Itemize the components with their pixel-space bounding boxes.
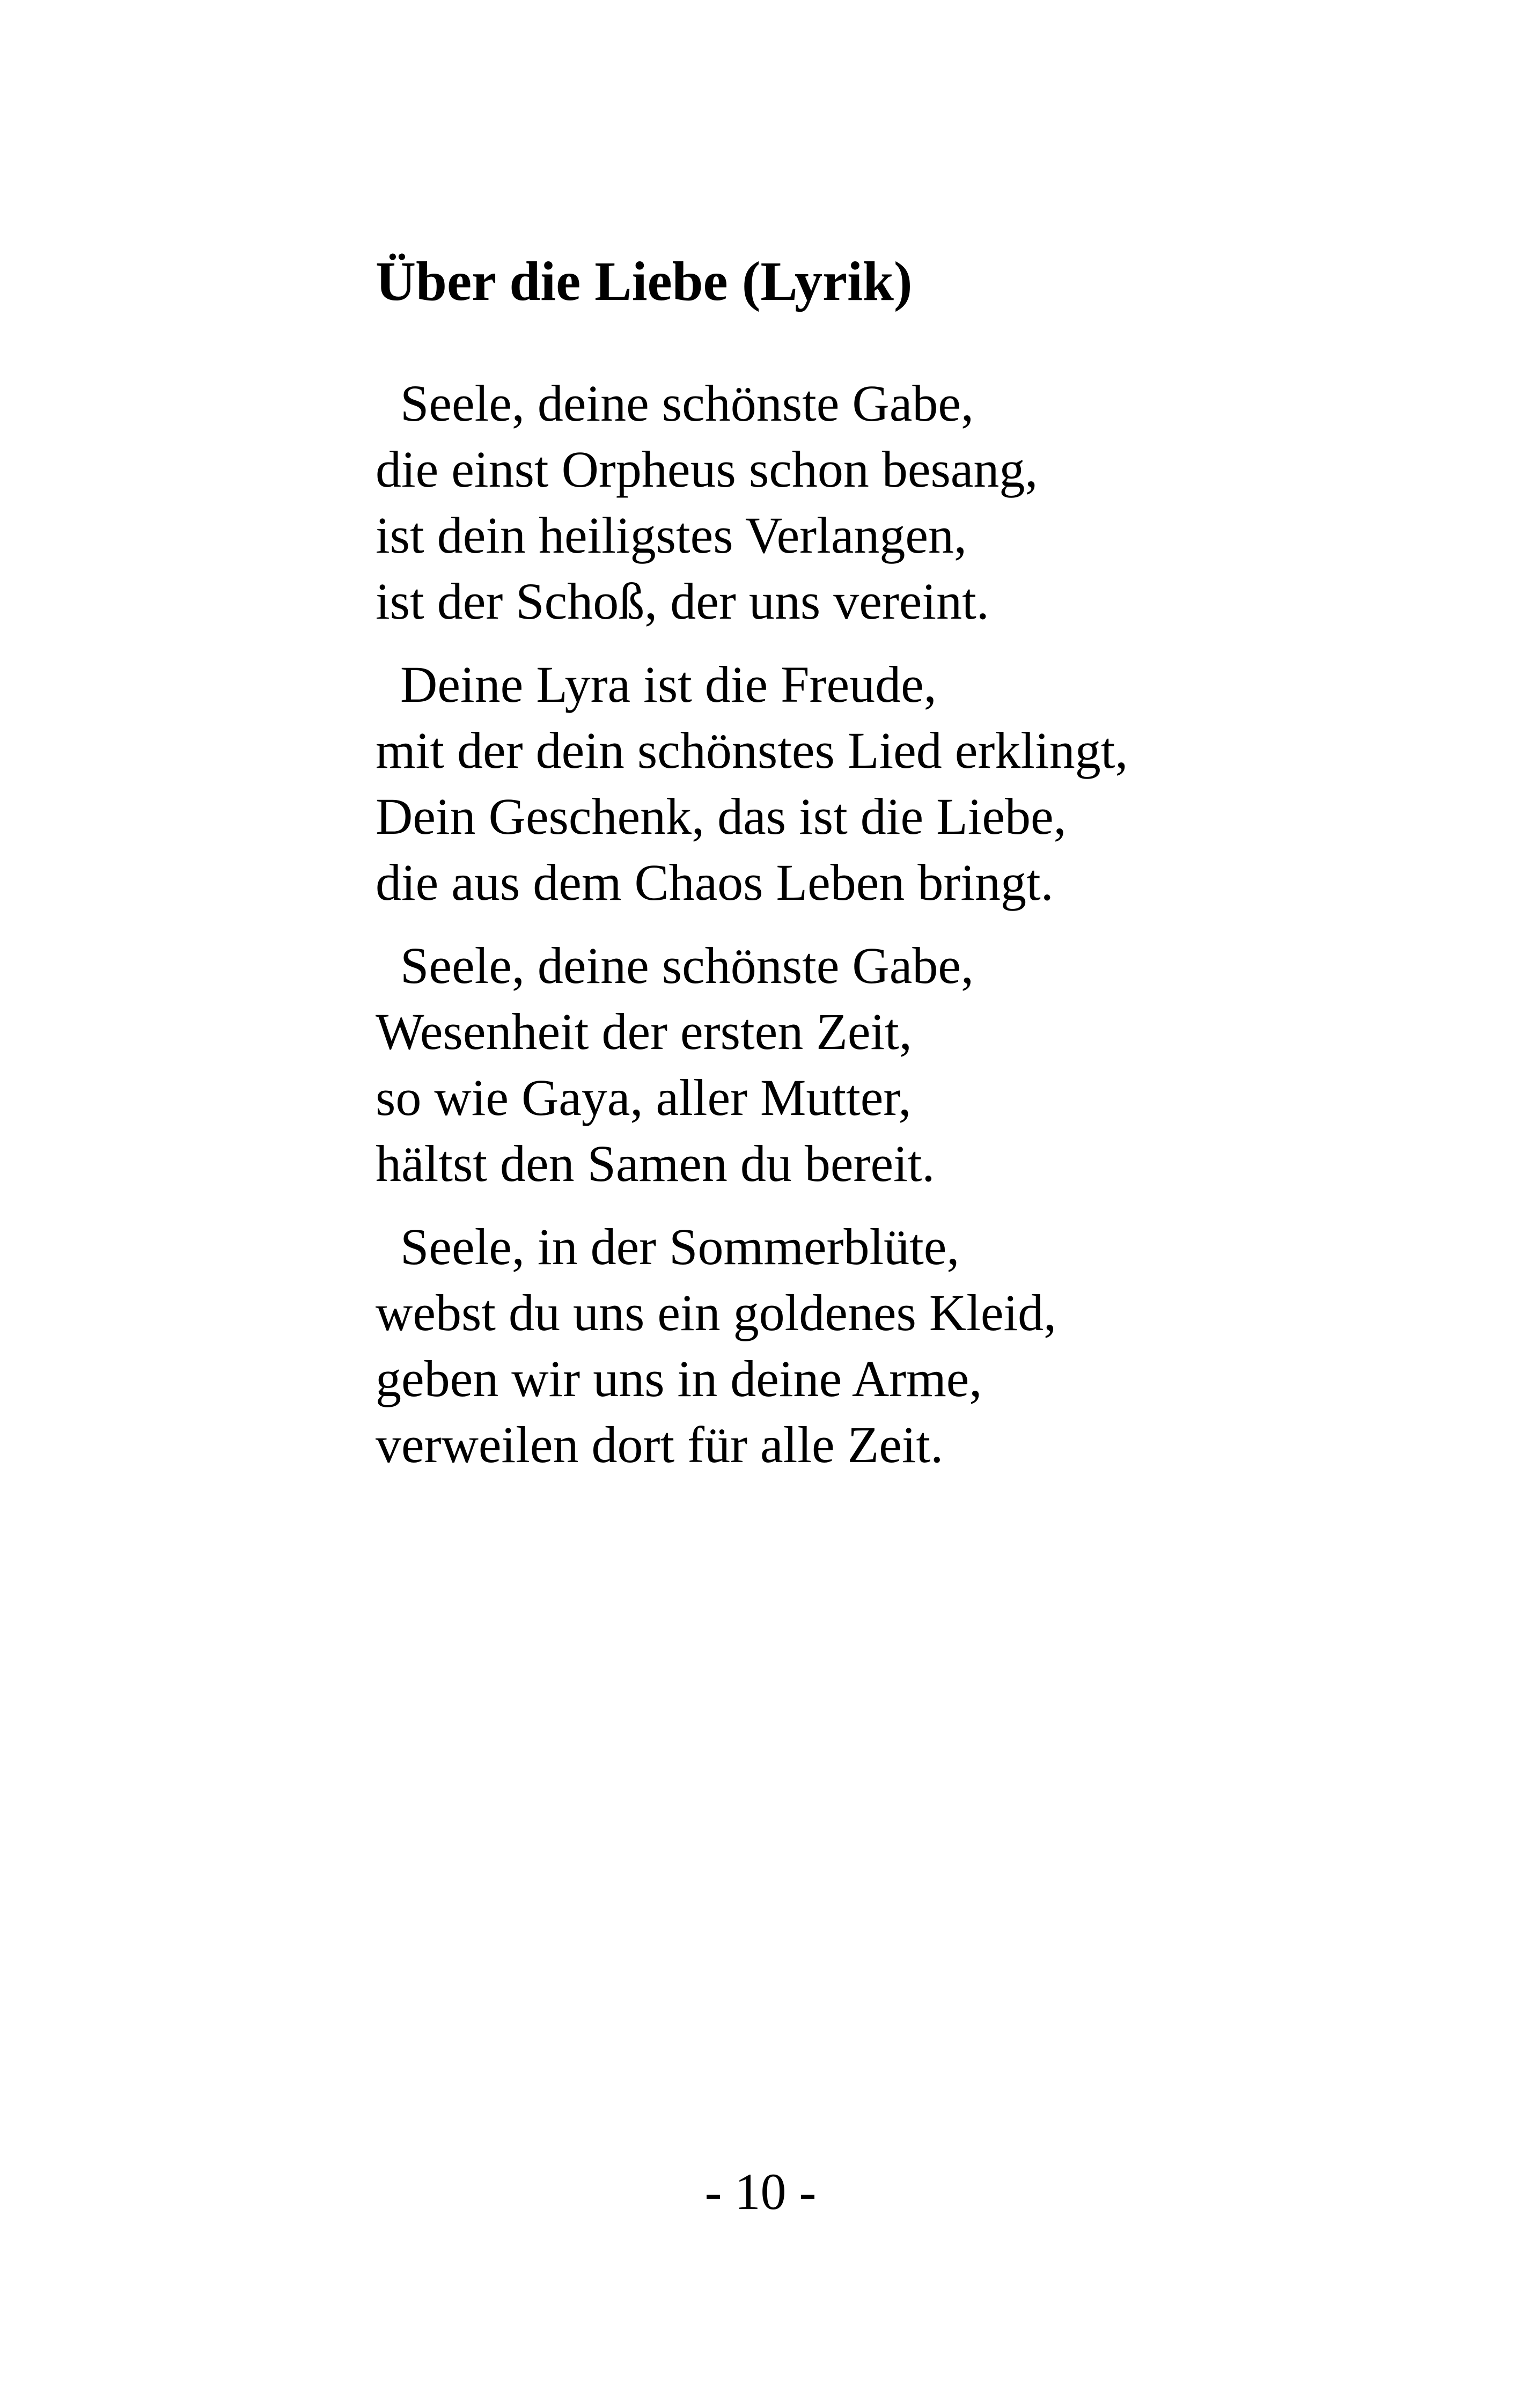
poem-body [376,370,1395,1495]
page-number: - 10 - [704,2163,817,2220]
poem-line: verweilen dort für alle Zeit. [376,1416,944,1473]
poem-line: ist dein heiligstes Verlangen, [376,506,967,564]
poem-line: webst du uns ein goldenes Kleid, [376,1284,1057,1341]
poem-line: hältst den Samen du bereit. [376,1135,935,1192]
stanza-1 [376,370,1395,634]
poem-line: ist der Schoß, der uns vereint. [376,572,989,630]
poem-line: Dein Geschenk, das ist die Liebe, [376,788,1067,845]
poem-line: mit der dein schönstes Lied erklingt, [376,722,1128,779]
poem-line: Deine Lyra ist die Freude, [400,656,937,713]
stanza-2 [376,651,1395,915]
stanza-4 [376,1214,1395,1478]
poem-line: Seele, in der Sommerblüte, [400,1218,960,1275]
poem-line: die einst Orpheus schon besang, [376,441,1038,498]
poem-line: die aus dem Chaos Leben bringt. [376,854,1054,911]
poem-line: so wie Gaya, aller Mutter, [376,1069,912,1126]
poem-title: Über die Liebe (Lyrik) [376,251,913,312]
stanza-3 [376,933,1395,1196]
poem-line: Wesenheit der ersten Zeit, [376,1003,912,1060]
poem-line: geben wir uns in deine Arme, [376,1350,982,1407]
poem-line: Seele, deine schönste Gabe, [400,937,974,994]
poem-line: Seele, deine schönste Gabe, [400,375,974,432]
